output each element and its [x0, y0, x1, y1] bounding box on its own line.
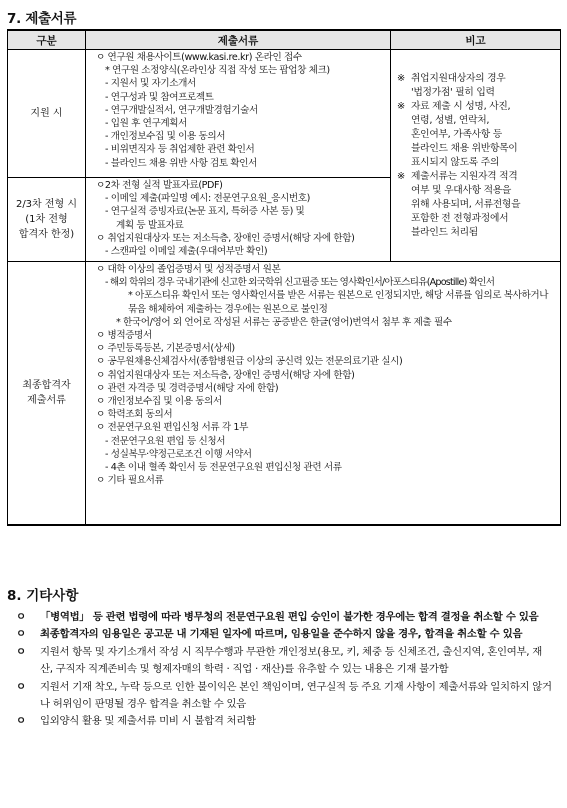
doc-line: ㅇ 전문연구요원 편입신청 서류 각 1부 — [96, 422, 248, 434]
row-documents — [86, 262, 561, 526]
list-item — [14, 626, 554, 643]
note-line: 취업지원대상자의 경우 — [411, 72, 506, 84]
remarks-cell — [391, 50, 561, 262]
doc-line: ㅇ 취업지원대상자 또는 저소득층, 장애인 증명서(해당 자에 한함) — [96, 232, 355, 244]
doc-line: ㅇ 취업지원대상자 또는 저소득층, 장애인 증명서(해당 자에 한함) — [96, 369, 355, 381]
list-item — [14, 713, 554, 730]
note-line: 블라인드 채용 위반항목이 — [411, 142, 518, 154]
doc-line: - 스캔파일 이메일 제출(우대여부만 확인) — [105, 246, 268, 258]
section-7-title: 7. 제출서류 — [7, 11, 77, 27]
other-notes-list — [14, 609, 554, 731]
doc-line: - 전문연구요원 편입 등 신청서 — [105, 435, 226, 447]
note-line: 위해 사용되며, 서류전형을 — [411, 198, 521, 210]
doc-line: - 해외 학위의 경우 국내기관에 신고한 외국학위 신고필증 또는 영사확인서/아포스티유(Apostille) 확인서 — [105, 277, 495, 289]
row-documents — [86, 50, 391, 178]
bullet-icon: ㅇ — [16, 680, 26, 693]
category-line: 제출서류 — [27, 395, 66, 406]
bullet-icon: ㅇ — [16, 645, 26, 658]
note-line: '법정가점' 필히 입력 — [411, 86, 495, 98]
doc-line: - 4촌 이내 혈족 확인서 등 전문연구요원 편입신청 관련 서류 — [105, 462, 342, 474]
list-item-text: 입외양식 활용 및 제출서류 미비 시 불합격 처리함 — [40, 715, 256, 728]
bullet-icon: ㅇ — [16, 628, 26, 641]
note-line: 연령, 성별, 연락처, — [411, 114, 490, 126]
header-remarks: 비고 — [391, 30, 561, 50]
note-line: 표시되지 않도록 주의 — [411, 156, 500, 168]
header-category: 구분 — [8, 30, 86, 50]
doc-line: - 입원 후 연구계획서 — [105, 118, 187, 130]
note-line: 제출서류는 지원자격 적격 — [411, 170, 518, 182]
list-item — [14, 679, 554, 714]
doc-line: - 연구개발실적서, 연구개발경험기술서 — [105, 104, 258, 116]
doc-line: ㅇ 기타 필요서류 — [96, 475, 164, 487]
doc-line: ㅇ 대학 이상의 졸업증명서 및 성적증명서 원본 — [96, 264, 281, 275]
doc-line: ㅇ 학력조회 동의서 — [96, 409, 173, 421]
header-documents: 제출서류 — [86, 30, 391, 50]
row-category — [8, 262, 86, 526]
reference-mark: ※ — [397, 72, 405, 84]
category-line: 2/3차 전형 시 — [15, 199, 78, 210]
doc-line: ㅇ2차 전형 실적 발표자료(PDF) — [96, 180, 223, 191]
bullet-icon: ㅇ — [16, 715, 26, 728]
doc-line: ㅇ 병적증명서 — [96, 330, 152, 342]
reference-mark: ※ — [397, 100, 405, 112]
list-item — [14, 609, 554, 626]
doc-line: - 지원서 및 자기소개서 — [105, 78, 196, 90]
list-item — [14, 644, 554, 679]
doc-line: - 이메일 제출(파일명 예시: 전문연구요원_응시번호) — [105, 193, 310, 205]
note-line: 여부 및 우대사항 적용을 — [411, 184, 512, 196]
table-row — [8, 262, 561, 526]
reference-mark: ※ — [397, 170, 405, 182]
required-documents-table — [7, 29, 561, 526]
table-row — [8, 50, 561, 178]
category-line: 최종합격자 — [22, 380, 71, 391]
note-line: 혼인여부, 가족사항 등 — [411, 128, 502, 140]
doc-line: * 아포스티유 확인서 또는 영사확인서를 받은 서류는 원본으로 인정되지만, 해당 서류를 임의로 복사하거나 묶음 해체하여 제출하는 경우에는 원본으로 불인정 — [128, 290, 549, 315]
doc-line: ㅇ 공무원채용신체검사서(종합병원급 이상의 공신력 있는 전문의료기관 실시) — [96, 356, 403, 368]
list-item-text: 최종합격자의 임용일은 공고문 내 기재된 일자에 따르며, 임용일을 준수하지 않을 경우, 합격을 취소할 수 있음 — [40, 628, 523, 641]
doc-line: * 연구원 소정양식(온라인상 직접 작성 또는 팝업창 체크) — [105, 65, 330, 77]
row-category — [8, 178, 86, 262]
row-category: 지원 시 — [8, 50, 86, 178]
doc-line: ㅇ 관련 자격증 및 경력증명서(해당 자에 한함) — [96, 382, 279, 394]
list-item-text: 「병역법」 등 관련 법령에 따라 병무청의 전문연구요원 편입 승인이 불가한 경우에는 합격 결정을 취소할 수 있음 — [40, 611, 539, 623]
note-line: 포함한 전 전형과정에서 — [411, 212, 509, 224]
doc-line: ㅇ 주민등록등본, 기본증명서(상세) — [96, 343, 235, 355]
doc-line: - 개인정보수집 및 이용 동의서 — [105, 131, 226, 143]
note-line: 자료 제출 시 성명, 사진, — [411, 100, 511, 112]
doc-line: - 연구성과 및 참여프로젝트 — [105, 91, 214, 103]
note-line: 블라인드 처리됨 — [411, 226, 478, 238]
doc-line: ㅇ 개인정보수집 및 이용 동의서 — [96, 396, 222, 408]
doc-line: - 성실복무·약정근로조건 이행 서약서 — [105, 448, 252, 460]
doc-line: 계획 등 발표자료 — [116, 219, 184, 231]
row-documents — [86, 178, 391, 262]
list-item-text: 지원서 기재 착오, 누락 등으로 인한 불이익은 본인 책임이며, 연구실적 등 주요 기재 사항이 제출서류와 일치하지 않거나 허위임이 판명될 경우 합격을 취소할 수 있음 — [40, 680, 552, 711]
table-header-row — [8, 30, 561, 50]
doc-line: - 블라인드 채용 위반 사항 검토 확인서 — [105, 157, 257, 169]
category-line: (1차 전형 — [25, 214, 68, 225]
section-8-title: 8. 기타사항 — [7, 588, 79, 604]
doc-line: - 연구실적 증빙자료(논문 표지, 특허증 사본 등) 및 — [105, 206, 305, 218]
bullet-icon: ㅇ — [16, 611, 26, 623]
doc-line: - 비위면직자 등 취업제한 관련 확인서 — [105, 144, 255, 156]
list-item-text: 지원서 항목 및 자기소개서 작성 시 직무수행과 무관한 개인정보(용모, 키, 체중 등 신체조건, 출신지역, 혼인여부, 재산, 구직자 직계존비속 및 형제자매의 학력 · 직업 · 재산)를 유추할 수 있는 내용은 기재 불가함 — [40, 645, 542, 676]
category-line: 합격자 한정) — [18, 229, 75, 240]
doc-line: * 한국어/영어 외 언어로 작성된 서류는 공증받은 한글(영어)번역서 첨부 후 제출 필수 — [116, 316, 452, 328]
doc-line: ㅇ 연구원 채용사이트(www.kasi.re.kr) 온라인 접수 — [96, 52, 302, 63]
